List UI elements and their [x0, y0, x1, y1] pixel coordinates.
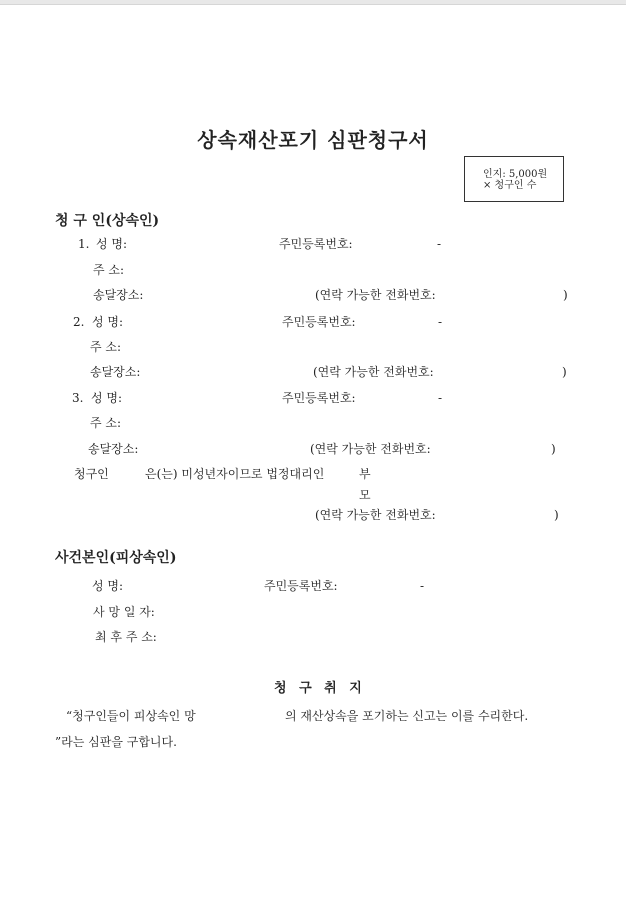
claimant-3-rrn-dash: -	[438, 391, 443, 405]
stamp-fee: 인지: 5,000원	[483, 169, 548, 180]
claimant-3-phone-label: (연락 가능한 전화번호:	[310, 442, 431, 456]
claimants-heading: 청 구 인(상속인)	[55, 213, 160, 229]
document-title: 상속재산포기 심판청구서	[197, 128, 429, 152]
claimant-3-rrn-label: 주민등록번호:	[282, 391, 356, 405]
guardian-phone-label: (연락 가능한 전화번호:	[315, 508, 436, 522]
claimant-1-rrn-dash: -	[437, 237, 442, 251]
legal-guardian-father: 부	[359, 467, 371, 481]
legal-guardian-mother: 모	[359, 488, 371, 502]
deceased-name-label: 성 명:	[92, 579, 124, 593]
claimant-2-rrn-label: 주민등록번호:	[282, 315, 356, 329]
claimant-2-phone-label: (연락 가능한 전화번호:	[313, 365, 434, 379]
claimant-3-name-label: 성 명:	[91, 391, 123, 405]
minor-claimant-prefix: 청구인	[74, 467, 109, 481]
deceased-heading: 사건본인(피상속인)	[55, 550, 177, 566]
claimant-2-rrn-dash: -	[438, 315, 443, 329]
claim-purpose-text-middle: 의 재산상속을 포기하는 신고는 이를 수리한다.	[285, 709, 529, 723]
claimant-1-phone-label: (연락 가능한 전화번호:	[315, 288, 436, 302]
claimant-3-phone-close: )	[551, 442, 556, 456]
claimant-1-phone-close: )	[563, 288, 568, 302]
claimant-2-name-label: 성 명:	[92, 315, 124, 329]
claimant-1-address-label: 주 소:	[93, 263, 125, 277]
claim-purpose-text-start: “청구인들이 피상속인 망	[66, 709, 196, 723]
claimant-1-rrn-label: 주민등록번호:	[279, 237, 353, 251]
stamp-box	[464, 156, 564, 202]
minor-claimant-text: 은(는) 미성년자이므로 법정대리인	[145, 467, 325, 481]
claimant-3-address-label: 주 소:	[90, 416, 122, 430]
claim-purpose-heading: 청 구 취 지	[274, 681, 366, 696]
window-top-border	[0, 0, 626, 5]
claimant-3-delivery-label: 송달장소:	[88, 442, 139, 456]
claimant-3-number: 3.	[72, 391, 84, 405]
guardian-phone-close: )	[554, 508, 559, 522]
claim-purpose-text-end: ”라는 심판을 구합니다.	[55, 735, 177, 749]
claimant-1-number: 1.	[78, 237, 90, 251]
claimant-1-delivery-label: 송달장소:	[93, 288, 144, 302]
claimant-1-name-label: 성 명:	[96, 237, 128, 251]
claimant-2-phone-close: )	[562, 365, 567, 379]
claimant-2-delivery-label: 송달장소:	[90, 365, 141, 379]
claimant-2-number: 2.	[73, 315, 85, 329]
deceased-rrn-dash: -	[420, 579, 425, 593]
claimant-2-address-label: 주 소:	[90, 340, 122, 354]
stamp-multiplier: × 청구인 수	[483, 180, 537, 191]
deceased-death-date-label: 사 망 일 자:	[93, 605, 155, 619]
deceased-rrn-label: 주민등록번호:	[264, 579, 338, 593]
deceased-last-address-label: 최 후 주 소:	[95, 630, 157, 644]
